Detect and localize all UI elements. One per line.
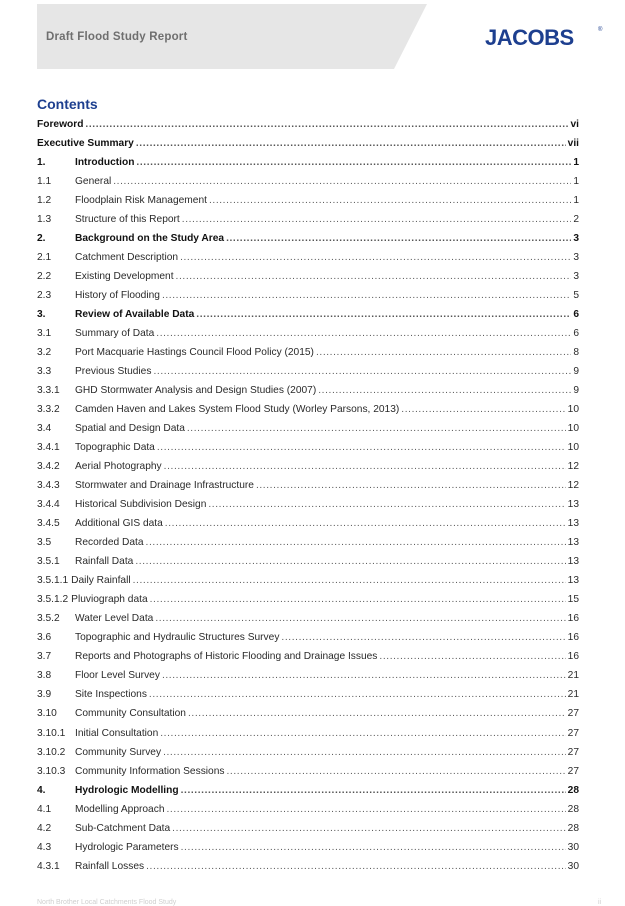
toc-entry-number: 3.5 bbox=[37, 537, 52, 549]
toc-dot-leader bbox=[180, 252, 571, 263]
toc-entry-page: 5 bbox=[573, 290, 579, 302]
toc-entry[interactable] bbox=[37, 704, 579, 723]
toc-entry[interactable] bbox=[37, 229, 579, 248]
toc-entry-page: 13 bbox=[567, 499, 579, 511]
toc-entry-number: 4.2 bbox=[37, 822, 52, 834]
toc-entry-title: Additional GIS data bbox=[75, 518, 163, 530]
toc-entry[interactable] bbox=[37, 666, 579, 685]
toc-entry[interactable] bbox=[37, 743, 579, 762]
toc-entry[interactable] bbox=[37, 438, 579, 457]
toc-entry[interactable] bbox=[37, 153, 579, 172]
toc-dot-leader bbox=[196, 309, 571, 320]
toc-entry-title: Community Survey bbox=[75, 746, 162, 758]
toc-dot-leader bbox=[136, 157, 571, 168]
toc-entry-number: 4.3.1 bbox=[37, 860, 60, 872]
toc-dot-leader bbox=[226, 233, 571, 244]
toc-entry-title: General bbox=[75, 176, 112, 188]
toc-entry-page: 16 bbox=[567, 651, 579, 663]
toc-entry-number: 4.3 bbox=[37, 841, 52, 853]
toc-entry-number: 3.4.5 bbox=[37, 518, 60, 530]
toc-dot-leader bbox=[162, 290, 571, 301]
toc-entry[interactable] bbox=[37, 419, 579, 438]
toc-entry-number: 1. bbox=[37, 157, 46, 169]
toc-entry-page: 6 bbox=[573, 328, 579, 340]
toc-entry-page: 10 bbox=[567, 423, 579, 435]
toc-entry[interactable] bbox=[37, 286, 579, 305]
toc-dot-leader bbox=[163, 747, 566, 758]
toc-entry-number: 2.1 bbox=[37, 252, 52, 264]
toc-entry[interactable] bbox=[37, 305, 579, 324]
toc-entry[interactable] bbox=[37, 495, 579, 514]
toc-entry-page: vii bbox=[567, 138, 579, 150]
toc-entry[interactable] bbox=[37, 533, 579, 552]
toc-entry-number: 3.4.4 bbox=[37, 499, 60, 511]
toc-entry[interactable] bbox=[37, 324, 579, 343]
toc-entry-title: Topographic and Hydraulic Structures Survey bbox=[75, 632, 280, 644]
toc-entry-page: 8 bbox=[573, 347, 579, 359]
toc-entry-title: Reports and Photographs of Historic Flooding and Drainage Issues bbox=[75, 651, 378, 663]
toc-entry-page: 27 bbox=[567, 727, 579, 739]
toc-entry-title: Aerial Photography bbox=[75, 461, 162, 473]
toc-entry-page: 21 bbox=[567, 689, 579, 701]
toc-dot-leader bbox=[146, 537, 566, 548]
toc-entry-page: 13 bbox=[567, 556, 579, 568]
toc-entry-title: Hydrologic Modelling bbox=[75, 784, 179, 796]
toc-entry-page: 12 bbox=[567, 461, 579, 473]
toc-dot-leader bbox=[187, 423, 566, 434]
toc-dot-leader bbox=[160, 728, 565, 739]
toc-entry-title: Community Information Sessions bbox=[75, 765, 225, 777]
toc-entry-title: Foreword bbox=[37, 119, 84, 130]
toc-dot-leader bbox=[379, 651, 565, 662]
toc-entry-page: 10 bbox=[567, 442, 579, 454]
toc-entry-page: 9 bbox=[573, 385, 579, 397]
toc-entry-page: 2 bbox=[573, 214, 579, 226]
footer-page-number: ii bbox=[598, 899, 602, 906]
toc-dot-leader bbox=[136, 138, 566, 149]
toc-entry-page: 27 bbox=[567, 765, 579, 777]
toc-entry-number: 3.3.1 bbox=[37, 385, 60, 397]
toc-entry-page: vi bbox=[570, 119, 579, 130]
toc-entry-title: Daily Rainfall bbox=[71, 575, 131, 587]
toc-dot-leader bbox=[188, 708, 566, 719]
toc-entry-page: 28 bbox=[567, 803, 579, 815]
toc-entry-title: Initial Consultation bbox=[75, 727, 159, 739]
toc-entry-page: 3 bbox=[573, 271, 579, 283]
toc-entry-number: 3.4 bbox=[37, 423, 52, 435]
toc-dot-leader bbox=[166, 804, 565, 815]
toc-entry-number: 3.4.3 bbox=[37, 480, 60, 492]
toc-entry-number: 3.5.1.2 bbox=[37, 594, 69, 606]
toc-entry-page: 3 bbox=[573, 252, 579, 264]
toc-entry-number: 4. bbox=[37, 784, 46, 796]
toc-entry-number: 1.3 bbox=[37, 214, 52, 226]
toc-entry-title: Sub-Catchment Data bbox=[75, 822, 171, 834]
toc-entry[interactable] bbox=[37, 343, 579, 362]
toc-entry-number: 3.5.1 bbox=[37, 556, 60, 568]
toc-entry-number: 3.9 bbox=[37, 689, 52, 701]
toc-entry-page: 16 bbox=[567, 613, 579, 625]
registered-mark: ® bbox=[598, 27, 603, 33]
toc-entry-number: 1.2 bbox=[37, 195, 52, 207]
toc-entry-title: Modelling Approach bbox=[75, 803, 165, 815]
toc-entry-title: Background on the Study Area bbox=[75, 233, 225, 245]
toc-entry-number: 3.4.1 bbox=[37, 442, 60, 454]
toc-entry-number: 3.2 bbox=[37, 347, 52, 359]
toc-entry-page: 1 bbox=[573, 157, 579, 169]
table-of-contents bbox=[37, 115, 579, 876]
toc-entry-page: 27 bbox=[567, 746, 579, 758]
toc-entry[interactable] bbox=[37, 724, 579, 743]
toc-entry-page: 30 bbox=[567, 860, 579, 872]
toc-entry[interactable] bbox=[37, 838, 579, 857]
toc-entry-page: 13 bbox=[567, 575, 579, 587]
toc-entry-title: Structure of this Report bbox=[75, 214, 180, 226]
toc-entry[interactable] bbox=[37, 819, 579, 838]
toc-dot-leader bbox=[155, 613, 565, 624]
toc-entry[interactable] bbox=[37, 590, 579, 609]
toc-entry-title: Introduction bbox=[75, 157, 135, 169]
toc-entry[interactable] bbox=[37, 172, 579, 191]
toc-entry-title: Hydrologic Parameters bbox=[75, 841, 179, 853]
toc-dot-leader bbox=[165, 518, 566, 529]
toc-entry[interactable] bbox=[37, 857, 579, 876]
toc-dot-leader bbox=[85, 119, 568, 130]
toc-dot-leader bbox=[208, 499, 565, 510]
toc-entry-number: 3.5.1.1 bbox=[37, 575, 69, 587]
toc-entry-title: Topographic Data bbox=[75, 442, 155, 454]
toc-dot-leader bbox=[150, 594, 566, 605]
toc-entry-title: Recorded Data bbox=[75, 537, 144, 549]
toc-entry-title: Historical Subdivision Design bbox=[75, 499, 207, 511]
toc-dot-leader bbox=[226, 766, 565, 777]
toc-entry-number: 3.8 bbox=[37, 670, 52, 682]
toc-entry-number: 3.6 bbox=[37, 632, 52, 644]
toc-dot-leader bbox=[133, 575, 566, 586]
header-band bbox=[37, 4, 427, 69]
toc-entry-page: 3 bbox=[573, 233, 579, 245]
toc-dot-leader bbox=[135, 556, 565, 567]
toc-dot-leader bbox=[181, 842, 566, 853]
toc-entry-title: Camden Haven and Lakes System Flood Study (Worley Parsons, 2013) bbox=[75, 404, 400, 416]
toc-entry[interactable] bbox=[37, 476, 579, 495]
toc-entry-page: 15 bbox=[567, 594, 579, 606]
toc-entry-number: 3.10.1 bbox=[37, 727, 66, 739]
toc-dot-leader bbox=[162, 670, 566, 681]
toc-entry-title: Rainfall Data bbox=[75, 556, 134, 568]
toc-entry-title: Community Consultation bbox=[75, 708, 186, 720]
toc-dot-leader bbox=[164, 461, 566, 472]
toc-dot-leader bbox=[281, 632, 565, 643]
toc-dot-leader bbox=[181, 785, 566, 796]
toc-entry-number: 4.1 bbox=[37, 803, 52, 815]
toc-entry[interactable] bbox=[37, 800, 579, 819]
toc-entry-number: 3.4.2 bbox=[37, 461, 60, 473]
toc-entry[interactable] bbox=[37, 267, 579, 286]
toc-entry[interactable] bbox=[37, 647, 579, 666]
toc-dot-leader bbox=[209, 195, 571, 206]
toc-entry[interactable] bbox=[37, 210, 579, 229]
report-title: Draft Flood Study Report bbox=[46, 31, 188, 43]
toc-entry-number: 3.10.2 bbox=[37, 746, 66, 758]
toc-entry-number: 1.1 bbox=[37, 176, 52, 188]
toc-entry-number: 3.10 bbox=[37, 708, 57, 720]
toc-entry[interactable] bbox=[37, 134, 579, 153]
toc-entry[interactable] bbox=[37, 457, 579, 476]
toc-entry-number: 2.3 bbox=[37, 290, 52, 302]
toc-entry-number: 3.3 bbox=[37, 366, 52, 378]
toc-entry-title: Spatial and Design Data bbox=[75, 423, 185, 435]
toc-dot-leader bbox=[157, 442, 566, 453]
toc-entry-page: 1 bbox=[573, 195, 579, 207]
toc-entry[interactable] bbox=[37, 514, 579, 533]
jacobs-logo: JACOBS bbox=[485, 25, 574, 50]
toc-entry-page: 1 bbox=[573, 176, 579, 188]
toc-dot-leader bbox=[182, 214, 572, 225]
toc-entry-page: 28 bbox=[567, 784, 579, 796]
toc-entry-page: 12 bbox=[567, 480, 579, 492]
contents-heading: Contents bbox=[37, 96, 98, 112]
toc-entry[interactable] bbox=[37, 781, 579, 800]
toc-entry[interactable] bbox=[37, 685, 579, 704]
toc-entry-number: 3.5.2 bbox=[37, 613, 60, 625]
toc-entry-page: 30 bbox=[567, 841, 579, 853]
toc-entry-title: Existing Development bbox=[75, 271, 174, 283]
toc-entry-title: Stormwater and Drainage Infrastructure bbox=[75, 480, 254, 492]
toc-entry-title: Water Level Data bbox=[75, 613, 154, 625]
toc-entry-page: 13 bbox=[567, 537, 579, 549]
toc-entry-page: 21 bbox=[567, 670, 579, 682]
toc-entry-number: 3.1 bbox=[37, 328, 52, 340]
toc-entry-number: 3.3.2 bbox=[37, 404, 60, 416]
toc-entry-title: Catchment Description bbox=[75, 252, 179, 264]
toc-entry-title: Review of Available Data bbox=[75, 309, 195, 321]
toc-entry-title: Previous Studies bbox=[75, 366, 152, 378]
toc-dot-leader bbox=[256, 480, 566, 491]
toc-entry-title: Floodplain Risk Management bbox=[75, 195, 207, 207]
toc-dot-leader bbox=[318, 385, 571, 396]
toc-entry-number: 3.10.3 bbox=[37, 765, 66, 777]
toc-entry-number: 2.2 bbox=[37, 271, 52, 283]
toc-entry-number: 2. bbox=[37, 233, 46, 245]
toc-entry-page: 27 bbox=[567, 708, 579, 720]
toc-entry-number: 3.7 bbox=[37, 651, 52, 663]
toc-dot-leader bbox=[149, 689, 566, 700]
toc-entry-page: 13 bbox=[567, 518, 579, 530]
toc-entry[interactable] bbox=[37, 628, 579, 647]
toc-entry-page: 28 bbox=[567, 822, 579, 834]
toc-entry-title: History of Flooding bbox=[75, 290, 160, 302]
toc-entry-title: GHD Stormwater Analysis and Design Studies (2007) bbox=[75, 385, 317, 397]
toc-dot-leader bbox=[113, 176, 571, 187]
toc-entry-page: 10 bbox=[567, 404, 579, 416]
toc-entry-title: Summary of Data bbox=[75, 328, 155, 340]
toc-entry-title: Port Macquarie Hastings Council Flood Policy (2015) bbox=[75, 347, 314, 359]
toc-entry-page: 6 bbox=[573, 309, 579, 321]
toc-entry-title: Pluviograph data bbox=[71, 594, 148, 606]
toc-entry[interactable] bbox=[37, 609, 579, 628]
toc-entry[interactable] bbox=[37, 362, 579, 381]
toc-entry[interactable] bbox=[37, 381, 579, 400]
toc-entry[interactable] bbox=[37, 191, 579, 210]
toc-entry[interactable] bbox=[37, 115, 579, 134]
toc-dot-leader bbox=[401, 404, 565, 415]
toc-entry[interactable] bbox=[37, 571, 579, 590]
toc-dot-leader bbox=[156, 328, 571, 339]
toc-entry[interactable] bbox=[37, 762, 579, 781]
toc-dot-leader bbox=[153, 366, 571, 377]
toc-dot-leader bbox=[316, 347, 571, 358]
toc-entry-page: 9 bbox=[573, 366, 579, 378]
toc-entry[interactable] bbox=[37, 400, 579, 419]
footer-text: North Brother Local Catchments Flood Study bbox=[37, 899, 177, 906]
toc-entry-page: 16 bbox=[567, 632, 579, 644]
toc-dot-leader bbox=[172, 823, 566, 834]
toc-entry-title: Executive Summary bbox=[37, 138, 134, 150]
toc-entry-title: Site Inspections bbox=[75, 689, 147, 701]
toc-entry-title: Floor Level Survey bbox=[75, 670, 160, 682]
toc-entry-title: Rainfall Losses bbox=[75, 860, 145, 872]
toc-entry-number: 3. bbox=[37, 309, 46, 321]
toc-entry[interactable] bbox=[37, 552, 579, 571]
toc-entry[interactable] bbox=[37, 248, 579, 267]
toc-dot-leader bbox=[176, 271, 572, 282]
toc-dot-leader bbox=[146, 861, 566, 872]
